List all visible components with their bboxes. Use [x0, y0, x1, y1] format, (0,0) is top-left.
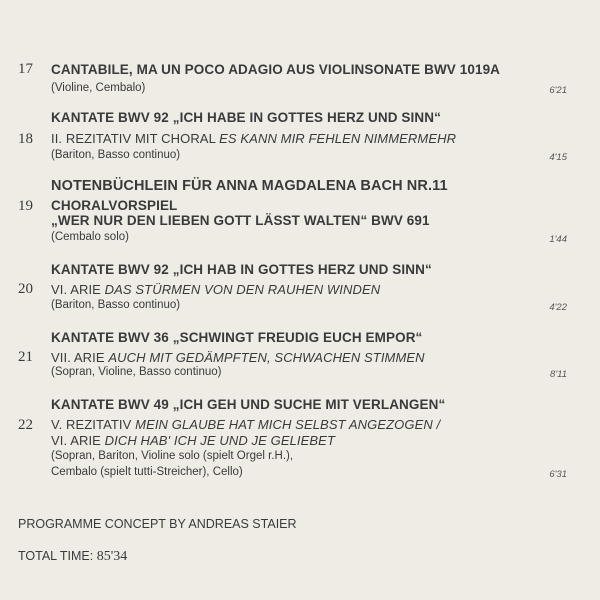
total-time-label: TOTAL TIME:	[18, 549, 94, 563]
track-movement	[51, 350, 425, 365]
track-movement	[51, 417, 440, 432]
movement-prefix: VII. ARIE	[51, 350, 105, 365]
track-title: KANTATE BWV 49 „ICH GEH UND SUCHE MIT VERLANGEN“	[51, 397, 446, 412]
track-instruments: (Bariton, Basso continuo)	[51, 299, 181, 311]
movement-title: ES KANN MIR FEHLEN NIMMERMEHR	[219, 131, 457, 146]
track-duration: 4'22	[549, 302, 567, 313]
track-instruments: (Sopran, Violine, Basso continuo)	[51, 366, 222, 378]
total-time-value: 85'34	[96, 549, 128, 564]
track-instruments: (Bariton, Basso continuo)	[51, 149, 181, 161]
track-subtitle: „WER NUR DEN LIEBEN GOTT LÄSST WALTEN“ BWV 691	[51, 213, 430, 228]
movement-prefix: VI. ARIE	[51, 433, 101, 448]
track-duration: 8'11	[550, 369, 567, 380]
track-number: 20	[18, 281, 33, 297]
movement-title: DAS STÜRMEN VON DEN RAUHEN WINDEN	[104, 282, 381, 297]
programme-concept: PROGRAMME CONCEPT BY ANDREAS STAIER	[18, 517, 297, 531]
track-subtitle: CHORALVORSPIEL	[51, 198, 178, 213]
track-duration: 1'44	[549, 234, 567, 245]
movement-prefix: VI. ARIE	[51, 282, 101, 297]
track-number: 21	[18, 349, 33, 365]
track-number: 17	[18, 61, 33, 77]
track-title: KANTATE BWV 36 „SCHWINGT FREUDIG EUCH EMPOR“	[51, 330, 423, 345]
track-title: CANTABILE, MA UN POCO ADAGIO AUS VIOLINSONATE BWV 1019A	[51, 62, 501, 77]
track-instruments: (Sopran, Bariton, Violine solo (spielt Orgel r.H.),	[51, 450, 294, 462]
track-number: 22	[18, 417, 33, 433]
track-movement	[51, 282, 380, 297]
track-title: KANTATE BWV 92 „ICH HABE IN GOTTES HERZ UND SINN“	[51, 110, 441, 125]
track-title: NOTENBÜCHLEIN FÜR ANNA MAGDALENA BACH NR.11	[51, 178, 448, 194]
total-time	[18, 549, 127, 565]
movement-title: MEIN GLAUBE HAT MICH SELBST ANGEZOGEN /	[135, 417, 441, 432]
track-number: 18	[18, 131, 33, 147]
movement-title: AUCH MIT GEDÄMPFTEN, SCHWACHEN STIMMEN	[108, 350, 425, 365]
track-instruments: Cembalo (spielt tutti-Streicher), Cello)	[51, 466, 243, 478]
track-number: 19	[18, 198, 33, 214]
track-movement	[51, 433, 335, 448]
movement-prefix: II. REZITATIV MIT CHORAL	[51, 131, 216, 146]
movement-prefix: V. REZITATIV	[51, 417, 132, 432]
track-title: KANTATE BWV 92 „ICH HAB IN GOTTES HERZ UND SINN“	[51, 262, 432, 277]
track-instruments: (Cembalo solo)	[51, 231, 129, 243]
track-movement	[51, 131, 456, 146]
track-duration: 4'15	[549, 152, 567, 163]
movement-title: DICH HAB' ICH JE UND JE GELIEBET	[104, 433, 335, 448]
track-duration: 6'31	[549, 469, 567, 480]
track-instruments: (Violine, Cembalo)	[51, 82, 146, 94]
track-duration: 6'21	[549, 85, 567, 96]
